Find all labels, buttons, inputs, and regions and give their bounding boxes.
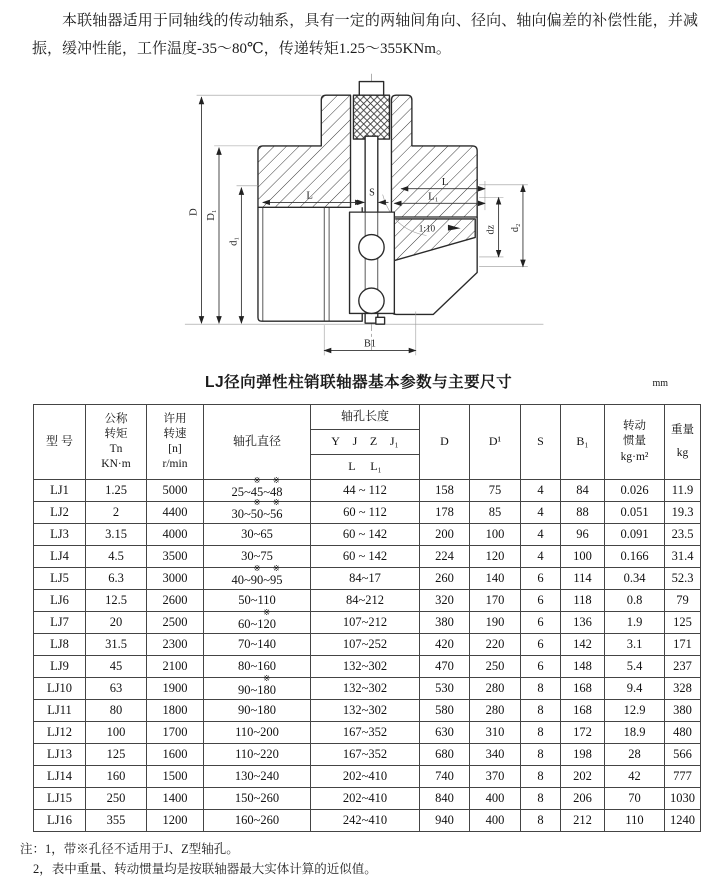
cell-speed: 3000 xyxy=(147,567,204,589)
cell-B1: 88 xyxy=(561,501,605,523)
dim-label-d1: d₁ xyxy=(227,236,240,246)
cell-inertia: 0.34 xyxy=(605,567,665,589)
cell-S: 6 xyxy=(521,589,561,611)
cell-len: 107~212 xyxy=(311,611,420,633)
cell-weight: 52.3 xyxy=(665,567,701,589)
cell-len: 60 ~ 112 xyxy=(311,501,420,523)
cell-model: LJ4 xyxy=(34,545,86,567)
table-row xyxy=(34,743,701,765)
cell-D1: 220 xyxy=(470,633,521,655)
cell-D: 158 xyxy=(420,479,470,501)
cell-torque: 355 xyxy=(86,809,147,831)
cell-weight: 19.3 xyxy=(665,501,701,523)
table-row xyxy=(34,523,701,545)
cell-torque: 3.15 xyxy=(86,523,147,545)
footnote-1: 注：1，带※孔径不适用于J、Z型轴孔。 xyxy=(20,841,239,856)
cell-weight: 11.9 xyxy=(665,479,701,501)
cell-len: 44 ~ 112 xyxy=(311,479,420,501)
cell-torque: 2 xyxy=(86,501,147,523)
cell-D: 630 xyxy=(420,721,470,743)
cell-S: 6 xyxy=(521,633,561,655)
cell-torque: 63 xyxy=(86,677,147,699)
cell-D: 200 xyxy=(420,523,470,545)
cell-D: 224 xyxy=(420,545,470,567)
table-header xyxy=(34,404,701,479)
cell-speed: 1800 xyxy=(147,699,204,721)
cell-S: 6 xyxy=(521,611,561,633)
cell-weight: 777 xyxy=(665,765,701,787)
footnote-2: 2，表中重量、转动惯量均是按联轴器最大实体计算的近似值。 xyxy=(33,861,377,876)
dim-label-D: D xyxy=(187,207,200,216)
cell-D: 260 xyxy=(420,567,470,589)
cell-inertia: 110 xyxy=(605,809,665,831)
cell-len: 167~352 xyxy=(311,743,420,765)
dim-label-D1: D₁ xyxy=(205,208,218,221)
cell-S: 8 xyxy=(521,699,561,721)
header-inertia: 转动 惯量 kg·m² xyxy=(605,404,665,479)
cell-bore: 150~260 xyxy=(204,787,311,809)
cell-weight: 1240 xyxy=(665,809,701,831)
document-page xyxy=(0,8,726,881)
cell-bore: 90~180 ※ xyxy=(204,677,311,699)
header-D1: D¹ xyxy=(470,404,521,479)
table-row xyxy=(34,765,701,787)
cell-S: 8 xyxy=(521,743,561,765)
cell-inertia: 0.091 xyxy=(605,523,665,545)
cell-model: LJ16 xyxy=(34,809,86,831)
cell-model: LJ10 xyxy=(34,677,86,699)
cell-weight: 1030 xyxy=(665,787,701,809)
cell-D: 178 xyxy=(420,501,470,523)
cell-D: 530 xyxy=(420,677,470,699)
taper-label: 1:10 xyxy=(418,224,436,235)
cell-inertia: 18.9 xyxy=(605,721,665,743)
cell-torque: 6.3 xyxy=(86,567,147,589)
header-bore-diameter: 轴孔直径 xyxy=(204,404,311,479)
cell-D: 380 xyxy=(420,611,470,633)
cell-torque: 31.5 xyxy=(86,633,147,655)
cell-D1: 340 xyxy=(470,743,521,765)
cell-model: LJ14 xyxy=(34,765,86,787)
cell-len: 242~410 xyxy=(311,809,420,831)
star-mark: ※ xyxy=(272,496,280,507)
cell-len: 60 ~ 142 xyxy=(311,545,420,567)
table-row xyxy=(34,655,701,677)
table-title: LJ径向弹性柱销联轴器基本参数与主要尺寸 xyxy=(205,373,513,391)
cell-D: 840 xyxy=(420,787,470,809)
star-mark: ※ xyxy=(263,672,271,683)
cell-model: LJ9 xyxy=(34,655,86,677)
cell-D: 320 xyxy=(420,589,470,611)
header-length-types: Y J Z J₁ xyxy=(311,429,420,454)
cell-inertia: 5.4 xyxy=(605,655,665,677)
cell-weight: 480 xyxy=(665,721,701,743)
cell-speed: 4400 xyxy=(147,501,204,523)
cell-speed: 1700 xyxy=(147,721,204,743)
table-row xyxy=(34,545,701,567)
cell-D: 740 xyxy=(420,765,470,787)
cell-S: 6 xyxy=(521,567,561,589)
star-mark: ※ xyxy=(272,562,280,573)
cell-weight: 125 xyxy=(665,611,701,633)
cell-S: 8 xyxy=(521,765,561,787)
coupling-bodies xyxy=(258,81,477,324)
cell-D: 940 xyxy=(420,809,470,831)
cell-model: LJ8 xyxy=(34,633,86,655)
cell-inertia: 42 xyxy=(605,765,665,787)
cell-model: LJ3 xyxy=(34,523,86,545)
dim-label-B1: B1 xyxy=(364,338,376,350)
star-mark: ※ xyxy=(253,562,261,573)
cell-D1: 250 xyxy=(470,655,521,677)
cell-weight: 31.4 xyxy=(665,545,701,567)
cell-D1: 85 xyxy=(470,501,521,523)
cell-inertia: 0.8 xyxy=(605,589,665,611)
dim-label-L1: L₁ xyxy=(428,189,439,202)
cell-len: 202~410 xyxy=(311,787,420,809)
cell-D: 580 xyxy=(420,699,470,721)
cell-inertia: 0.166 xyxy=(605,545,665,567)
cell-model: LJ6 xyxy=(34,589,86,611)
cell-D1: 400 xyxy=(470,787,521,809)
cell-bore: 110~200 xyxy=(204,721,311,743)
cell-D: 680 xyxy=(420,743,470,765)
header-B1: B₁ xyxy=(561,404,605,479)
table-row xyxy=(34,479,701,501)
table-row xyxy=(34,699,701,721)
cell-torque: 100 xyxy=(86,721,147,743)
cell-D1: 400 xyxy=(470,809,521,831)
star-mark: ※ xyxy=(253,474,261,485)
table-row xyxy=(34,721,701,743)
cell-inertia: 1.9 xyxy=(605,611,665,633)
star-mark: ※ xyxy=(253,496,261,507)
cell-len: 60 ~ 142 xyxy=(311,523,420,545)
header-speed: 许用 转速 [n] r/min xyxy=(147,404,204,479)
dim-label-L-right: L xyxy=(441,175,449,188)
coupling-drawing-svg xyxy=(150,66,590,368)
cell-S: 8 xyxy=(521,787,561,809)
header-model: 型 号 xyxy=(34,404,86,479)
table-row xyxy=(34,589,701,611)
cell-S: 8 xyxy=(521,677,561,699)
cell-D1: 310 xyxy=(470,721,521,743)
cell-model: LJ15 xyxy=(34,787,86,809)
cell-inertia: 12.9 xyxy=(605,699,665,721)
cell-B1: 212 xyxy=(561,809,605,831)
table-row xyxy=(34,677,701,699)
cell-speed: 2600 xyxy=(147,589,204,611)
cell-bore: 70~140 xyxy=(204,633,311,655)
cell-S: 4 xyxy=(521,479,561,501)
cell-weight: 328 xyxy=(665,677,701,699)
cell-speed: 1600 xyxy=(147,743,204,765)
cell-len: 132~302 xyxy=(311,655,420,677)
cell-B1: 142 xyxy=(561,633,605,655)
cell-D1: 140 xyxy=(470,567,521,589)
header-weight: 重量 kg xyxy=(665,404,701,479)
star-mark: ※ xyxy=(272,474,280,485)
cell-D1: 190 xyxy=(470,611,521,633)
cell-len: 167~352 xyxy=(311,721,420,743)
cell-inertia: 0.051 xyxy=(605,501,665,523)
cell-D1: 370 xyxy=(470,765,521,787)
cell-bore: 60~120 ※ xyxy=(204,611,311,633)
cell-model: LJ2 xyxy=(34,501,86,523)
dim-label-L-left: L xyxy=(306,188,313,201)
cell-B1: 100 xyxy=(561,545,605,567)
star-mark: ※ xyxy=(263,606,271,617)
cell-B1: 198 xyxy=(561,743,605,765)
cell-bore: 30~50 ※ ~56 ※ xyxy=(204,501,311,523)
table-body xyxy=(34,474,701,831)
cell-len: 84~17 xyxy=(311,567,420,589)
cell-D1: 75 xyxy=(470,479,521,501)
table-row xyxy=(34,567,701,589)
table-row xyxy=(34,501,701,523)
cell-bore: 30~75 xyxy=(204,545,311,567)
cell-bore: 110~220 xyxy=(204,743,311,765)
cell-inertia: 28 xyxy=(605,743,665,765)
cell-torque: 4.5 xyxy=(86,545,147,567)
cell-bore: 130~240 xyxy=(204,765,311,787)
dim-label-S: S xyxy=(369,187,375,199)
cell-torque: 1.25 xyxy=(86,479,147,501)
cell-bore: 25~45 ※ ~48 ※ xyxy=(204,479,311,501)
cell-B1: 148 xyxy=(561,655,605,677)
cell-D1: 280 xyxy=(470,677,521,699)
cell-inertia: 3.1 xyxy=(605,633,665,655)
cell-speed: 1200 xyxy=(147,809,204,831)
cell-speed: 2500 xyxy=(147,611,204,633)
header-length-sub: L L₁ xyxy=(311,454,420,479)
cell-torque: 80 xyxy=(86,699,147,721)
cell-model: LJ11 xyxy=(34,699,86,721)
parameters-table xyxy=(33,404,701,832)
cell-speed: 1500 xyxy=(147,765,204,787)
cell-torque: 20 xyxy=(86,611,147,633)
cell-model: LJ12 xyxy=(34,721,86,743)
cell-bore: 90~180 xyxy=(204,699,311,721)
table-row xyxy=(34,611,701,633)
cell-B1: 202 xyxy=(561,765,605,787)
table-row xyxy=(34,809,701,831)
cell-torque: 125 xyxy=(86,743,147,765)
cell-D1: 170 xyxy=(470,589,521,611)
cell-B1: 172 xyxy=(561,721,605,743)
cell-bore: 80~160 xyxy=(204,655,311,677)
cell-S: 8 xyxy=(521,809,561,831)
cell-D1: 120 xyxy=(470,545,521,567)
cell-B1: 96 xyxy=(561,523,605,545)
cell-B1: 168 xyxy=(561,699,605,721)
cell-torque: 250 xyxy=(86,787,147,809)
cell-bore: 30~65 xyxy=(204,523,311,545)
cell-torque: 160 xyxy=(86,765,147,787)
intro-paragraph: 本联轴器适用于同轴线的传动轴系，具有一定的两轴间角向、径向、轴向偏差的补偿性能，并减振，缓冲性能，工作温度-35～80℃，传递转矩1.25～355KNm。 xyxy=(32,13,698,57)
cell-B1: 84 xyxy=(561,479,605,501)
table-caption xyxy=(0,370,726,394)
cell-model: LJ7 xyxy=(34,611,86,633)
cell-B1: 168 xyxy=(561,677,605,699)
cell-S: 4 xyxy=(521,545,561,567)
cell-inertia: 9.4 xyxy=(605,677,665,699)
cell-torque: 12.5 xyxy=(86,589,147,611)
table-row xyxy=(34,633,701,655)
cell-speed: 1400 xyxy=(147,787,204,809)
unit-label: mm xyxy=(652,377,668,389)
cell-D1: 100 xyxy=(470,523,521,545)
cell-model: LJ13 xyxy=(34,743,86,765)
cell-speed: 2300 xyxy=(147,633,204,655)
cell-B1: 114 xyxy=(561,567,605,589)
cell-weight: 171 xyxy=(665,633,701,655)
cell-weight: 79 xyxy=(665,589,701,611)
cell-bore: 160~260 xyxy=(204,809,311,831)
cell-S: 4 xyxy=(521,523,561,545)
coupling-section-drawing xyxy=(0,66,726,368)
cell-model: LJ5 xyxy=(34,567,86,589)
cell-B1: 118 xyxy=(561,589,605,611)
header-bore-length: 轴孔长度 xyxy=(311,404,420,429)
cell-D1: 280 xyxy=(470,699,521,721)
cell-weight: 566 xyxy=(665,743,701,765)
cell-D: 470 xyxy=(420,655,470,677)
cell-speed: 2100 xyxy=(147,655,204,677)
cell-bore: 40~90 ※ ~95 ※ xyxy=(204,567,311,589)
header-torque: 公称 转矩 Tn KN·m xyxy=(86,404,147,479)
header-S: S xyxy=(521,404,561,479)
cell-model: LJ1 xyxy=(34,479,86,501)
cell-S: 8 xyxy=(521,721,561,743)
cell-speed: 1900 xyxy=(147,677,204,699)
cell-B1: 206 xyxy=(561,787,605,809)
cell-weight: 23.5 xyxy=(665,523,701,545)
cell-S: 6 xyxy=(521,655,561,677)
dim-label-dz: dz xyxy=(485,224,497,234)
cell-speed: 3500 xyxy=(147,545,204,567)
cell-speed: 4000 xyxy=(147,523,204,545)
cell-len: 84~212 xyxy=(311,589,420,611)
cell-len: 202~410 xyxy=(311,765,420,787)
cell-inertia: 0.026 xyxy=(605,479,665,501)
cell-len: 132~302 xyxy=(311,699,420,721)
table-row xyxy=(34,787,701,809)
cell-torque: 45 xyxy=(86,655,147,677)
dim-label-d2: d₂ xyxy=(510,222,522,232)
header-D: D xyxy=(420,404,470,479)
cell-bore: 50~110 xyxy=(204,589,311,611)
cell-len: 132~302 xyxy=(311,677,420,699)
cell-D: 420 xyxy=(420,633,470,655)
cell-weight: 380 xyxy=(665,699,701,721)
cell-S: 4 xyxy=(521,501,561,523)
cell-inertia: 70 xyxy=(605,787,665,809)
cell-len: 107~252 xyxy=(311,633,420,655)
cell-B1: 136 xyxy=(561,611,605,633)
cell-weight: 237 xyxy=(665,655,701,677)
cell-speed: 5000 xyxy=(147,479,204,501)
